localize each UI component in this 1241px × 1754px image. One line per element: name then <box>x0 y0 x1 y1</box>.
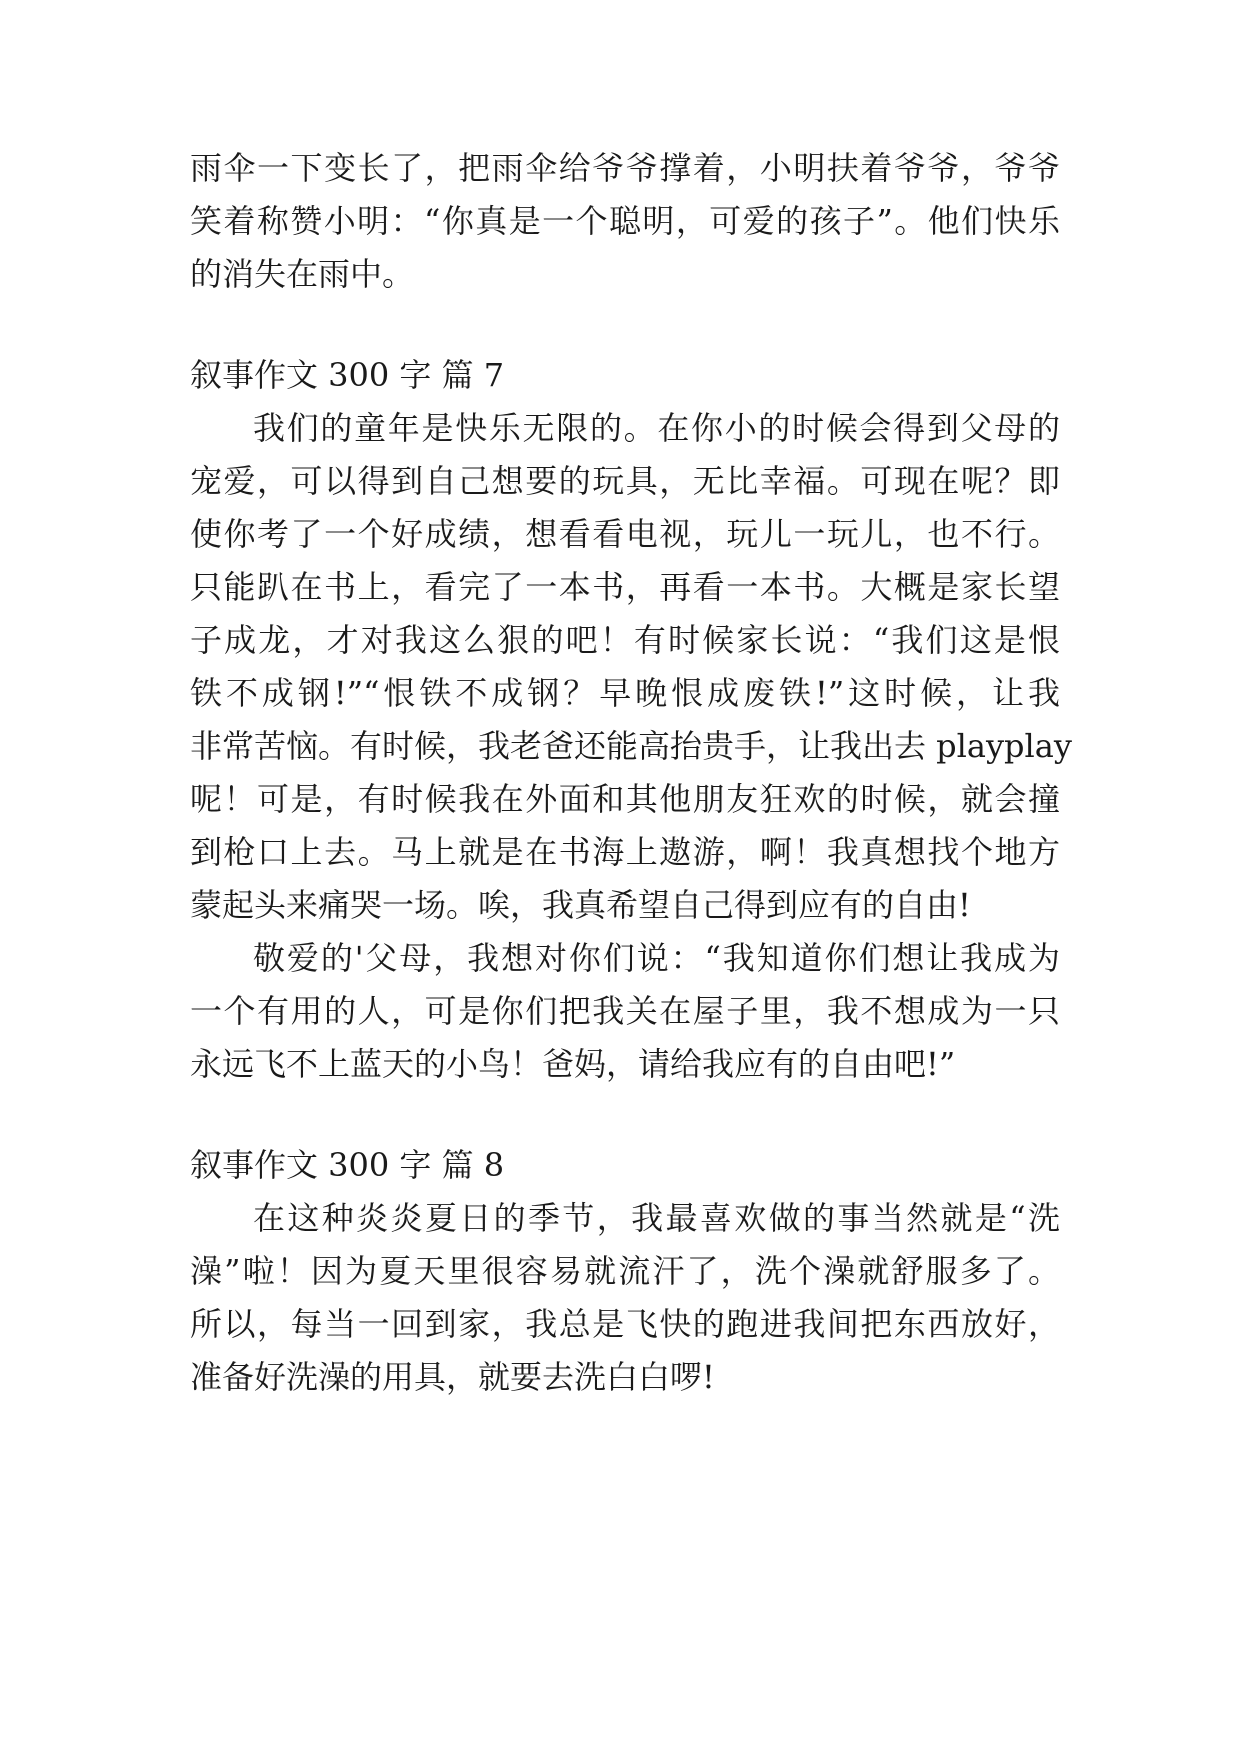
text-line: 雨伞一下变长了，把雨伞给爷爷撑着，小明扶着爷爷，爷爷 <box>190 149 1060 187</box>
text-line: 只能趴在书上，看完了一本书，再看一本书。大概是家长望 <box>190 568 1060 606</box>
text-line: 澡”啦！因为夏天里很容易就流汗了，洗个澡就舒服多了。 <box>190 1252 1060 1290</box>
section-heading: 叙事作文 300 字 篇 8 <box>190 1146 505 1184</box>
text-line: 敬爱的'父母，我想对你们说：“我知道你们想让我成为 <box>253 939 1060 977</box>
text-line: 非常苦恼。有时候，我老爸还能高抬贵手，让我出去 playplay <box>190 727 1072 765</box>
text-line: 子成龙，才对我这么狠的吧！有时候家长说：“我们这是恨 <box>190 621 1060 659</box>
text-line: 到枪口上去。马上就是在书海上遨游，啊！我真想找个地方 <box>190 833 1060 871</box>
section-heading: 叙事作文 300 字 篇 7 <box>190 356 505 394</box>
text-line: 一个有用的人，可是你们把我关在屋子里，我不想成为一只 <box>190 992 1060 1030</box>
text-line: 的消失在雨中。 <box>190 255 415 293</box>
text-line: 宠爱，可以得到自己想要的玩具，无比幸福。可现在呢？即 <box>190 462 1060 500</box>
text-line: 铁不成钢!”“恨铁不成钢？早晚恨成废铁!”这时候，让我 <box>190 674 1060 712</box>
text-line: 笑着称赞小明：“你真是一个聪明，可爱的孩子”。他们快乐 <box>190 202 1060 240</box>
text-line: 使你考了一个好成绩，想看看电视，玩儿一玩儿，也不行。 <box>190 515 1060 553</box>
text-line: 呢！可是，有时候我在外面和其他朋友狂欢的时候，就会撞 <box>190 780 1060 818</box>
text-line: 准备好洗澡的用具，就要去洗白白啰! <box>190 1358 715 1396</box>
text-line: 在这种炎炎夏日的季节，我最喜欢做的事当然就是“洗 <box>253 1199 1060 1237</box>
text-line: 我们的童年是快乐无限的。在你小的时候会得到父母的 <box>253 409 1060 447</box>
text-line: 永远飞不上蓝天的小鸟！爸妈，请给我应有的自由吧!” <box>190 1045 956 1083</box>
text-line: 蒙起头来痛哭一场。唉，我真希望自己得到应有的自由! <box>190 886 971 924</box>
text-line: 所以，每当一回到家，我总是飞快的跑进我间把东西放好， <box>190 1305 1060 1343</box>
